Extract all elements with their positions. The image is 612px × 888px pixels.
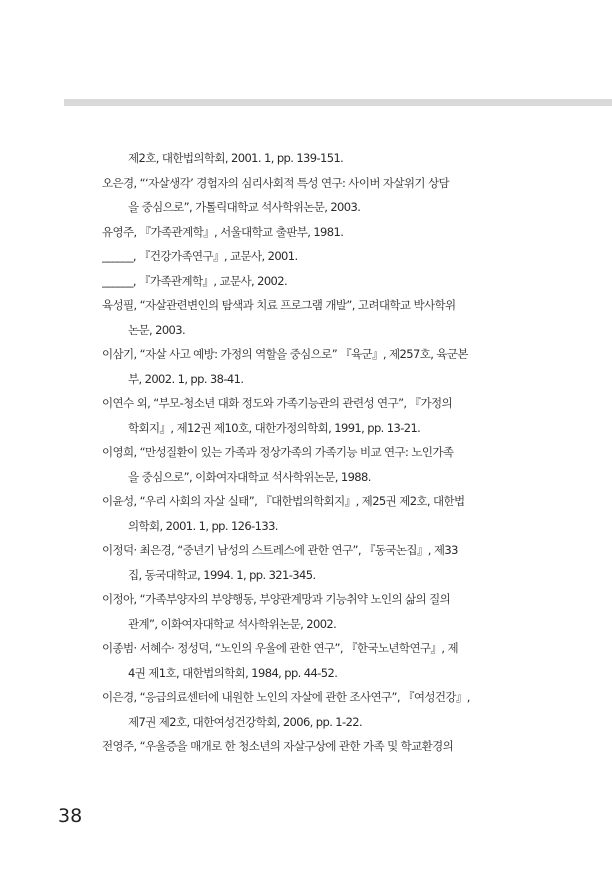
reference-entry-line: 이정아, “가족부양자의 부양행동, 부양관계망과 기능취약 노인의 삶의 질의 xyxy=(102,592,451,606)
reference-continuation-line: 학회지』, 제12권 제10호, 대한가정의학회, 1991, pp. 13-21. xyxy=(128,420,421,435)
reference-entry-line: 이정덕· 최은경, “중년기 남성의 스트레스에 관한 연구”, 『동국논집』, 제33 xyxy=(102,543,458,557)
reference-continuation-line: 의학회, 2001. 1, pp. 126-133. xyxy=(128,518,278,533)
reference-continuation-line: 제2호, 대한법의학회, 2001. 1, pp. 139-151. xyxy=(128,151,344,165)
reference-continuation-line: 집, 동국대학교, 1994. 1, pp. 321-345. xyxy=(128,567,316,582)
reference-entry-line: 이윤성, “우리 사회의 자살 실태”, 『대한법의학회지』, 제25권 제2호, 대한법 xyxy=(102,494,465,508)
reference-entry-line: 이은경, “응급의료센터에 내원한 노인의 자살에 관한 조사연구”, 『여성건강』, xyxy=(102,690,470,704)
reference-continuation-line: 4권 제1호, 대한법의학회, 1984, pp. 44-52. xyxy=(128,665,338,680)
reference-entry-line: ______, 『건강가족연구』, 교문사, 2001. xyxy=(102,249,298,263)
reference-continuation-line: 부, 2002. 1, pp. 38-41. xyxy=(128,371,244,386)
reference-list xyxy=(102,146,512,759)
reference-entry-line: 이연수 외, “부모-청소년 대화 정도와 가족기능관의 관련성 연구”, 『가정의 xyxy=(102,396,452,410)
page-number: 38 xyxy=(58,805,83,827)
reference-continuation-line: 제7권 제2호, 대한여성건강학회, 2006, pp. 1-22. xyxy=(128,714,363,729)
reference-continuation-line: 을 중심으로”, 가톨릭대학교 석사학위논문, 2003. xyxy=(128,200,361,214)
reference-entry-line: 전영주, “우울증을 매개로 한 청소년의 자살구상에 관한 가족 및 학교환경의 xyxy=(102,739,454,753)
reference-entry-line: 이삼기, “자살 사고 예방: 가정의 역할을 중심으로” 『육군』, 제257호, 육군본 xyxy=(102,347,468,361)
reference-continuation-line: 관계”, 이화여자대학교 석사학위논문, 2002. xyxy=(128,616,337,631)
reference-continuation-line: 논문, 2003. xyxy=(128,322,186,337)
header-rule xyxy=(64,99,612,106)
reference-entry-line: 오은경, “‘자살생각’ 경험자의 심리사회적 특성 연구: 사이버 자살위기 상담 xyxy=(102,175,450,190)
reference-entry-line: 이영희, “만성질환이 있는 가족과 정상가족의 가족기능 비교 연구: 노인가족 xyxy=(102,445,454,459)
reference-continuation-line: 을 중심으로”, 이화여자대학교 석사학위논문, 1988. xyxy=(128,469,371,484)
reference-entry-line: 유영주, 『가족관계학』, 서울대학교 출판부, 1981. xyxy=(102,224,344,239)
reference-entry-line: 육성필, “자살관련변인의 탐색과 치료 프로그램 개발”, 고려대학교 박사학위 xyxy=(102,298,456,312)
reference-entry-line: 이종범· 서혜수· 정성덕, “노인의 우울에 관한 연구”, 『한국노년학연구』, 제 xyxy=(102,641,458,655)
reference-entry-line: ______, 『가족관계학』, 교문사, 2002. xyxy=(102,273,288,288)
